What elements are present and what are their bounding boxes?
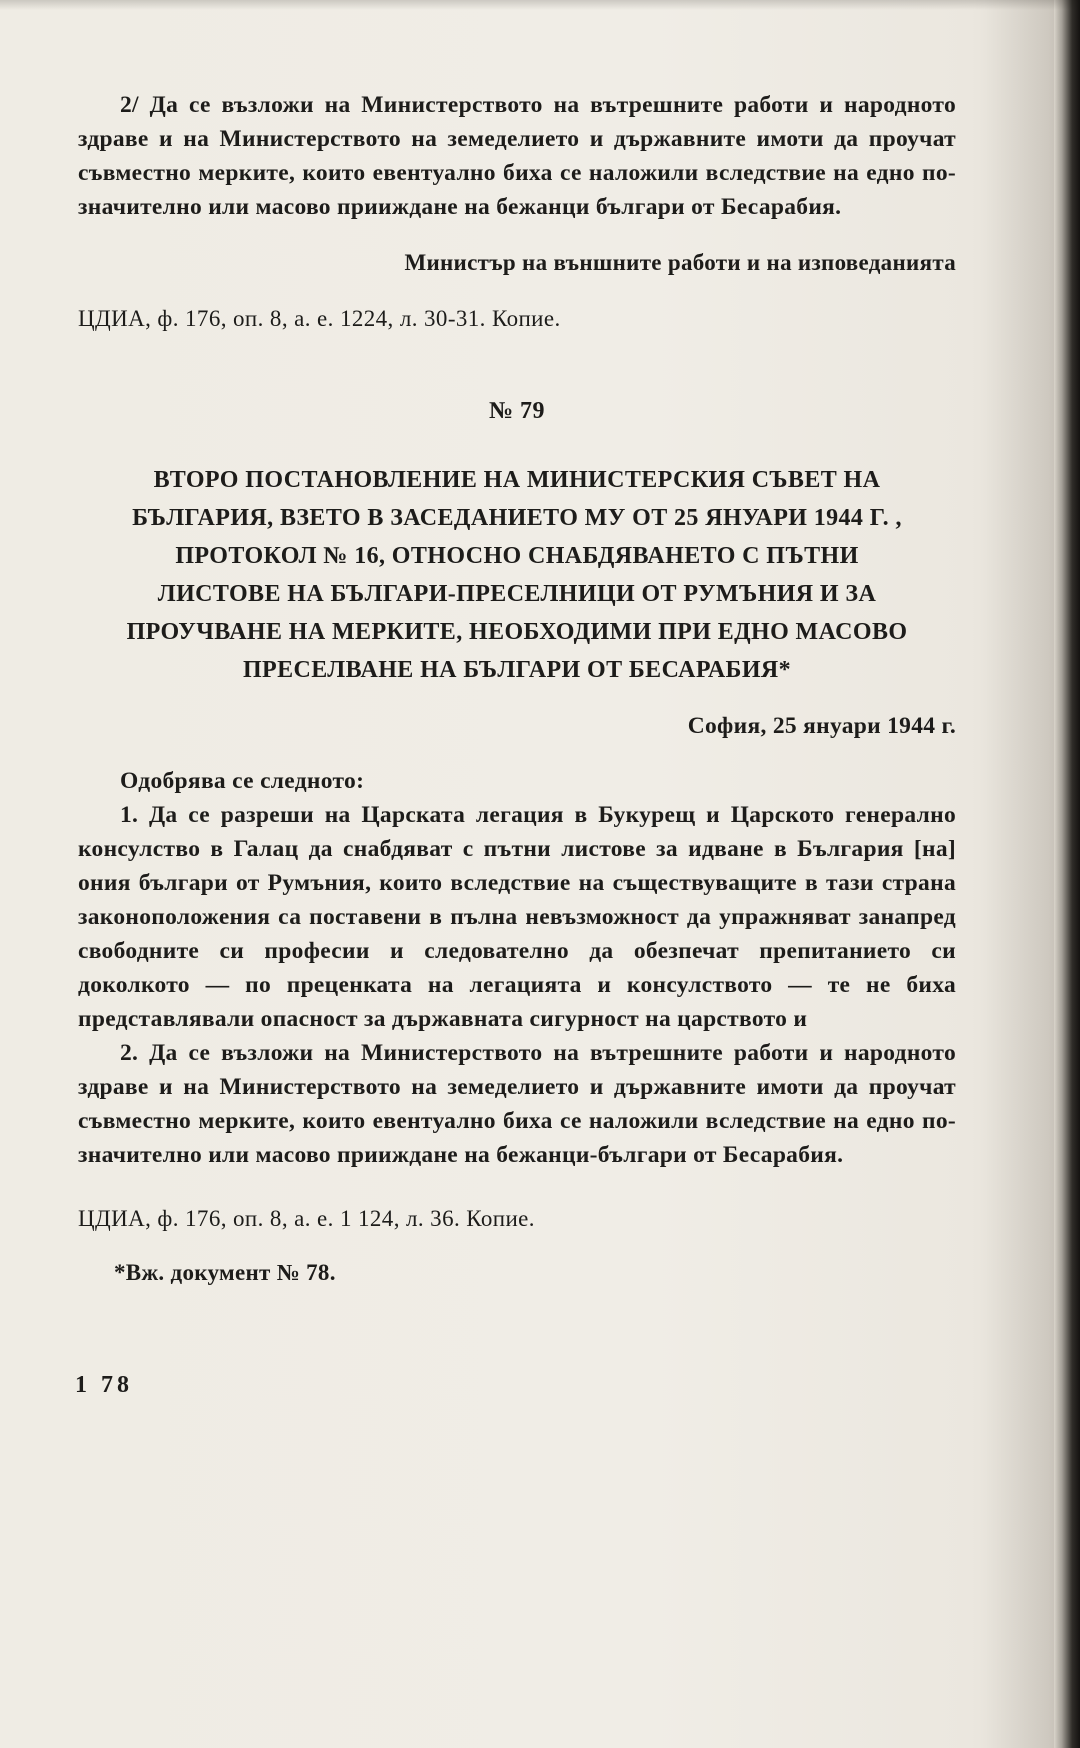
item-2: 2. Да се възложи на Министерството на вътрешните работи и народното здраве и на Министерството на земеделието и държавните имоти да проучат съвместно мерките, които евентуално биха се наложили вследствие на едно по-значително или масово прииждане на бежанци-българи от Бесарабия. <box>78 1040 956 1168</box>
body-intro: Одобрява се следното: <box>120 768 365 794</box>
footnote: *Вж. документ № 78. <box>114 1260 336 1285</box>
document-heading: ВТОРО ПОСТАНОВЛЕНИЕ НА МИНИСТЕРСКИЯ СЪВЕТ НА БЪЛГАРИЯ, ВЗЕТО В ЗАСЕДАНИЕТО МУ ОТ 25 ЯНУАРИ 1944 Г. , ПРОТОКОЛ № 16, ОТНОСНО СНАБДЯВАНЕТО С ПЪТНИ ЛИСТОВЕ НА БЪЛГАРИ-ПРЕСЕЛНИЦИ ОТ РУМЪНИЯ И ЗА ПРОУЧВАНЕ НА МЕРКИТЕ, НЕОБХОДИМИ ПРИ ЕДНО МАСОВО ПРЕСЕЛВАНЕ НА БЪЛГАРИ ОТ БЕСАРАБИЯ* <box>126 467 908 683</box>
signature-line: Министър на външните работи и на изповеданията <box>404 250 956 275</box>
scan-edge-right <box>1054 0 1080 1748</box>
document-content <box>78 88 956 1286</box>
archive-reference-1: ЦДИА, ф. 176, оп. 8, а. е. 1224, л. 30-31. Копие. <box>78 306 561 331</box>
paragraph-top: 2/ Да се възложи на Министерството на вътрешните работи и народното здраве и на Министерството на земеделието и държавните имоти да проучат съвместно мерките, които евентуално биха се наложили вследствие на едно по-значително или масово прииждане на бежанци българи от Бесарабия. <box>78 92 956 220</box>
document-body <box>78 764 956 1172</box>
item-1: 1. Да се разреши на Царската легация в Букурещ и Царското генерално консулство в Галац да снабдяват с пътни листове за идване в България [на] ония българи от Румъния, които вследствие на съществуващите в тази страна законоположения са поставени в пълна невъзможност да упражняват занапред свободните си професии и следователно да обезпечат препитанието си доколкото — по преценката на легацията и консулството — те не биха представлявали опасност за държавната сигурност на царството и <box>78 802 956 1032</box>
document-number: № 79 <box>488 398 546 424</box>
archive-reference-2: ЦДИА, ф. 176, оп. 8, а. е. 1 124, л. 36. Копие. <box>78 1206 535 1231</box>
page-number: 1 78 <box>75 1372 133 1398</box>
scan-edge-top <box>0 0 1080 10</box>
page-curve-shadow <box>984 0 1054 1748</box>
dateline: София, 25 януари 1944 г. <box>687 713 956 739</box>
